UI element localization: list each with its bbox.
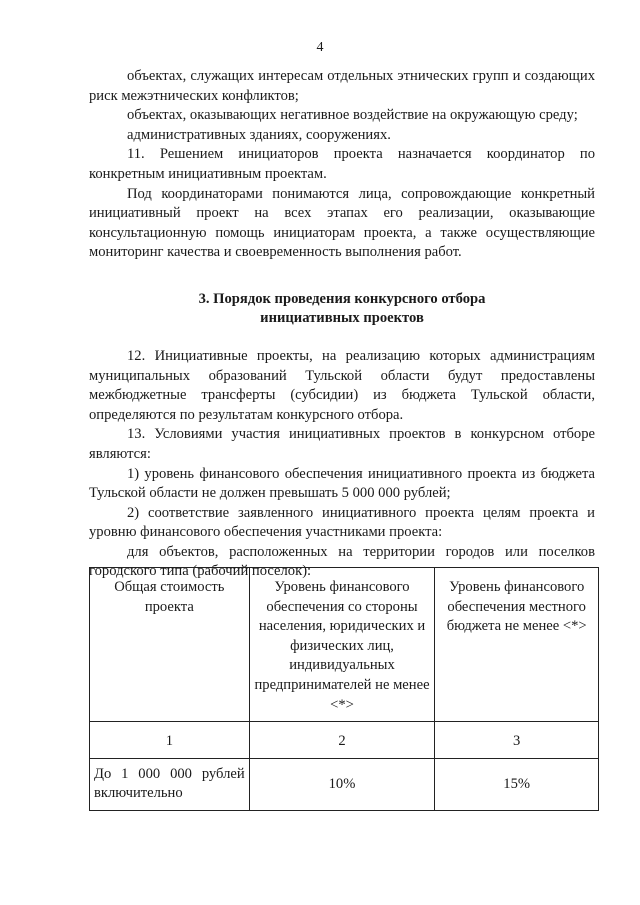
table-header-row bbox=[90, 568, 599, 722]
table-column-number-row bbox=[90, 722, 599, 759]
column-number: 3 bbox=[435, 722, 599, 759]
table-row bbox=[90, 758, 599, 810]
section-heading-line: 3. Порядок проведения конкурсного отбора bbox=[198, 290, 486, 307]
paragraph: 13. Условиями участия инициативных проектов в конкурсном отборе являются: bbox=[89, 426, 595, 462]
table-cell-local-budget-share: 15% bbox=[435, 758, 599, 810]
table-cell-population-share: 10% bbox=[249, 758, 435, 810]
section-heading bbox=[89, 290, 595, 328]
paragraph: Под координаторами понимаются лица, сопровождающие конкретный инициативный проект на всех этапах его реализации, оказывающие консультационную помощь инициаторам проекта, а также осуществляющие мониторинг качества и своевременность выполнения работ. bbox=[89, 185, 595, 261]
column-number: 2 bbox=[249, 722, 435, 759]
funding-table bbox=[89, 567, 599, 811]
paragraph: для объектов, расположенных на территории городов или поселков городского типа (рабочий поселок): bbox=[89, 543, 595, 580]
paragraph: 2) соответствие заявленного инициативного проекта целям проекта и уровню финансового обеспечения участниками проекта: bbox=[89, 504, 595, 541]
header-cell: Общая стоимость проекта bbox=[90, 568, 250, 722]
section-heading-line: инициативных проектов bbox=[260, 309, 424, 326]
paragraph: объектах, оказывающих негативное воздействие на окружающую среду; bbox=[127, 107, 578, 124]
paragraph: 12. Инициативные проекты, на реализацию которых администрациям муниципальных образований Тульской области будут предоставлены межбюджетные трансферты (субсидии) из бюджета Тульской области, определяются по результатам конкурсного отбора. bbox=[89, 347, 595, 423]
table-cell-cost: До 1 000 000 рублей включительно bbox=[90, 758, 250, 810]
paragraph: 1) уровень финансового обеспечения инициативного проекта из бюджета Тульской области не должен превышать 5 000 000 рублей; bbox=[89, 465, 595, 502]
header-cell: Уровень финансового обеспечения местного бюджета не менее <*> bbox=[435, 568, 599, 722]
paragraph: объектах, служащих интересам отдельных этнических групп и создающих риск межэтнических конфликтов; bbox=[89, 68, 595, 104]
page-number: 4 bbox=[316, 40, 324, 55]
document-body bbox=[89, 67, 595, 582]
header-cell: Уровень финансового обеспечения со стороны населения, юридических и физических лиц, индивидуальных предпринимателей не менее <*> bbox=[249, 568, 435, 722]
paragraph: административных зданиях, сооружениях. bbox=[127, 126, 391, 143]
column-number: 1 bbox=[90, 722, 250, 759]
paragraph: 11. Решением инициаторов проекта назначается координатор по конкретным инициативным проектам. bbox=[89, 146, 595, 182]
